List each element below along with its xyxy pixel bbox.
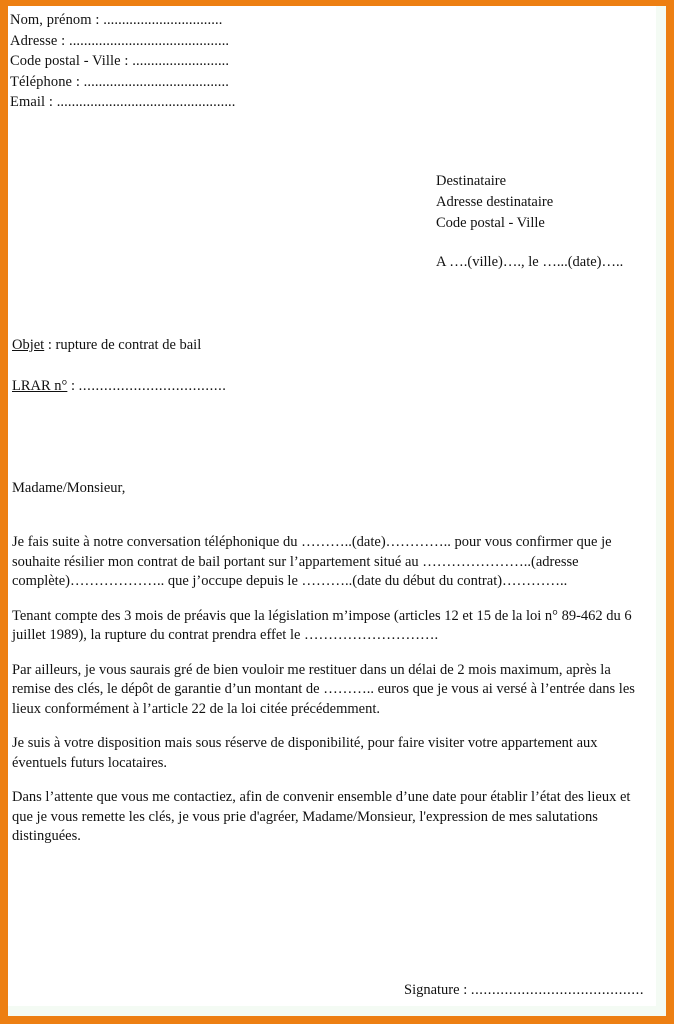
sender-email-line: Email : ................................................	[10, 94, 236, 111]
sender-phone-line: Téléphone : .......................................	[10, 73, 229, 90]
page-scan-margin	[8, 6, 666, 1016]
recipient-name-line: Destinataire	[436, 173, 507, 189]
recipient-block	[436, 171, 674, 234]
salutation-line: Madame/Monsieur,	[12, 480, 126, 496]
lrar-value: ...................................	[78, 378, 227, 394]
signature-label: Signature	[404, 982, 460, 998]
subject-separator: :	[44, 337, 56, 353]
place-and-date-line: A ….(ville)…., le …...(date)…..	[436, 254, 624, 270]
body-paragraph-4: Je suis à votre disposition mais sous réserve de disponibilité, pour faire visiter votre appartement aux éventuels futurs locataires.	[12, 735, 598, 771]
subject-value: rupture de contrat de bail	[55, 337, 202, 353]
body-paragraph-3: Par ailleurs, je vous saurais gré de bien vouloir me restituer dans un délai de 2 mois maximum, après la remise des clés, le dépôt de garantie d’un montant de ……….. euros que je vous ai versé à l’entrée dans les lieux conformément à l’article 22 de la loi citée précédemment.	[12, 661, 635, 717]
signature-line	[404, 981, 644, 1000]
sender-postal-city-line: Code postal - Ville : ..........................	[10, 53, 230, 70]
lrar-label: LRAR n°	[12, 378, 68, 394]
sender-name-line: Nom, prénom : ................................	[10, 12, 223, 28]
body-paragraph-2: Tenant compte des 3 mois de préavis que la législation m’impose (articles 12 et 15 de la loi n° 89-462 du 6 juillet 1989), la rupture du contrat prendra effet le ……………………….	[12, 607, 632, 643]
lrar-separator: :	[67, 378, 79, 394]
sender-address-line: Adresse : ...........................................	[10, 32, 230, 49]
letter-body	[12, 533, 642, 847]
letter-page	[8, 6, 656, 1006]
body-paragraph-5: Dans l’attente que vous me contactiez, afin de convenir ensemble d’une date pour établir l’état des lieux et que je vous remette les clés, je vous prie d'agréer, Madame/Monsieur, l'expression de mes salutations distinguées.	[12, 789, 631, 844]
sender-identity-block	[10, 10, 440, 113]
subject-line	[12, 336, 201, 355]
body-paragraph-1: Je fais suite à notre conversation téléphonique du ………..(date)………….. pour vous confirmer que je souhaite résilier mon contrat de bail portant sur l’appartement situé au …………………..(adresse complète)……………….. que j’occupe depuis le ………..(date du début du contrat)…………..	[12, 534, 612, 589]
signature-value: .........................................	[470, 982, 645, 998]
lrar-reference-line	[12, 377, 227, 396]
recipient-postal-city-line: Code postal - Ville	[436, 215, 545, 232]
signature-separator: :	[459, 982, 471, 998]
subject-label: Objet	[12, 337, 45, 353]
recipient-address-line: Adresse destinataire	[436, 194, 554, 211]
